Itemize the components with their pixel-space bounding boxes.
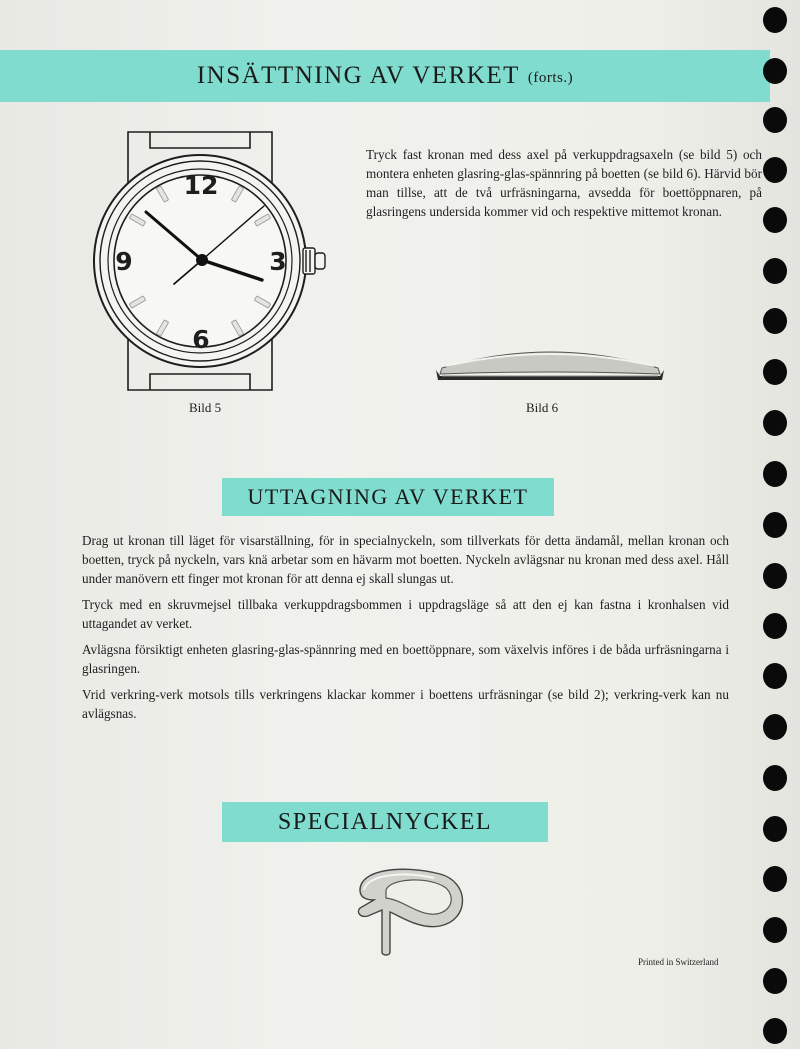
binder-hole [763, 58, 787, 84]
dial-number-3: 3 [269, 247, 287, 276]
binder-hole [763, 7, 787, 33]
figure-6-caption: Bild 6 [526, 400, 559, 415]
watch-lower-strap [150, 374, 250, 390]
printed-in-footer: Printed in Switzerland [638, 957, 719, 967]
paragraph-4: Vrid verkring-verk motsols tills verkringens klackar kommer i boettens urfräsningar (se bild 2); verkring-verk kan nu avlägsnas. [82, 687, 729, 721]
binder-hole [763, 512, 787, 538]
page-title-suffix: (forts.) [527, 69, 574, 86]
paragraph-2: Tryck med en skruvmejsel tillbaka verkuppdragsbommen i uppdragsläge så att den ej kan fastna i kronhalsen vid uttagandet av verket. [82, 597, 729, 631]
binder-hole [763, 968, 787, 994]
binder-hole [763, 663, 787, 689]
binder-hole [763, 714, 787, 740]
special-key-illustration [330, 860, 470, 960]
figure-5-caption: Bild 5 [189, 400, 222, 415]
section-heading-band [222, 478, 554, 516]
watch-illustration [88, 126, 334, 396]
binder-hole [763, 107, 787, 133]
binder-hole [763, 1018, 787, 1044]
binder-hole [763, 917, 787, 943]
binder-hole [763, 765, 787, 791]
binder-hole [763, 157, 787, 183]
section-heading-special-key: SPECIALNYCKEL [277, 808, 493, 835]
binder-holes [763, 0, 789, 1049]
watch-crown [303, 248, 325, 274]
special-key-heading-band [222, 802, 548, 842]
binder-hole [763, 207, 787, 233]
binder-hole [763, 359, 787, 385]
crystal-ring-illustration [432, 340, 668, 386]
binder-hole [763, 563, 787, 589]
intro-paragraph: Tryck fast kronan med dess axel på verkuppdragsaxeln (se bild 5) och montera enheten glasring-glas-spännring på boetten (se bild 6). Härvid bör man tillse, att de två urfräsningarna, avsedda för boettöppnaren, på glasringens undersida kommer vid och respektive mittemot kronan. [366, 147, 762, 219]
dial-number-9: 9 [115, 247, 133, 276]
binder-hole [763, 410, 787, 436]
dial-number-6: 6 [192, 325, 210, 354]
binder-hole [763, 866, 787, 892]
removal-instructions [82, 531, 729, 730]
page-title: INSÄTTNING AV VERKET [196, 62, 520, 89]
paragraph-1: Drag ut kronan till läget för visarställning, för in specialnyckeln, som tillverkats för detta ändamål, mellan kronan och boetten, tryck på nyckeln, vars knä arbetar som en hävarm mot boetten. Nyckeln avlägsnar nu kronan med dess axel. Håll under manövern ett finger mot kronan för att denna ej skall slungas ut. [82, 533, 729, 586]
watch-center-pin [196, 254, 208, 266]
paragraph-3: Avlägsna försiktigt enheten glasring-glas-spännring med en boettöppnare, som växelvis införes i de båda urfräsningarna i glasringen. [82, 642, 729, 676]
dial-number-12: 12 [183, 171, 219, 200]
binder-hole [763, 613, 787, 639]
binder-hole [763, 461, 787, 487]
binder-hole [763, 308, 787, 334]
section-heading-removal: UTTAGNING AV VERKET [247, 484, 529, 509]
binder-hole [763, 258, 787, 284]
binder-hole [763, 816, 787, 842]
watch-upper-strap [150, 132, 250, 148]
header-band [0, 50, 770, 102]
